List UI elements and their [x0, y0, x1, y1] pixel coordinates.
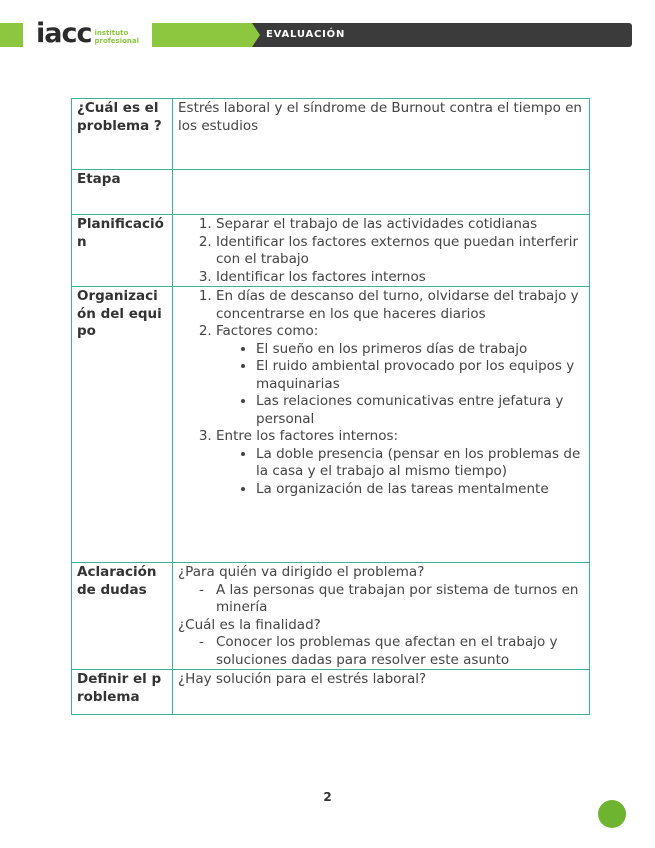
sublist-item: • El sueño en los primeros días de trabajo [256, 341, 584, 359]
list-item-text: En días de descanso del turno, olvidarse del trabajo y concentrarse en los que haceres diarios [216, 288, 579, 322]
header-title: EVALUACIÓN [266, 29, 346, 40]
row-label-clarification: Aclaración de dudas [72, 563, 173, 670]
sublist-item: • La organización de las tareas mentalmente [256, 481, 584, 499]
list-item [216, 288, 584, 323]
row-value-clarification [173, 563, 590, 670]
footer-green-dot [598, 800, 626, 828]
list-item-text: Factores como: [216, 323, 319, 339]
clarification-question-2: ¿Cuál es la finalidad? [178, 616, 321, 633]
list-item: 2. Identificar los factores externos que puedan interferir con el trabajo [216, 234, 584, 269]
clarification-answer-list-2 [178, 634, 584, 669]
sublist-item: • El ruido ambiental provocado por los equipos y maquinarias [256, 358, 584, 393]
internal-factors-sublist [216, 446, 584, 499]
page-number: 2 [323, 790, 332, 804]
list-item [216, 428, 584, 498]
row-value-stage [173, 170, 590, 215]
clarification-question-1: ¿Para quién va dirigido el problema? [178, 564, 425, 580]
logo-wordmark: iacc [36, 18, 92, 49]
list-item: - A las personas que trabajan por sistema de turnos en minería [216, 582, 584, 617]
iacc-logo [36, 20, 139, 47]
row-label-organization: Organización del equipo [72, 287, 173, 563]
row-value-planning [173, 215, 590, 287]
organization-list [178, 288, 584, 498]
logo-subtitle-line2: profesional [94, 37, 140, 45]
table-row [72, 99, 590, 170]
table-row [72, 563, 590, 670]
row-label-problem: ¿Cuál es el problema ? [72, 99, 173, 170]
header-green-bar [152, 23, 254, 47]
row-value-define-problem: ¿Hay solución para el estrés laboral? [173, 670, 590, 715]
row-value-organization [173, 287, 590, 563]
list-item: 1. Separar el trabajo de las actividades cotidianas [216, 216, 584, 234]
row-label-define-problem: Definir el problema [72, 670, 173, 715]
table-row [72, 670, 590, 715]
row-value-problem: Estrés laboral y el síndrome de Burnout contra el tiempo en los estudios [173, 99, 590, 170]
planning-list [178, 216, 584, 286]
evaluation-table [71, 98, 590, 715]
list-item: 3. Identificar los factores internos [216, 269, 584, 287]
clarification-answer-list-1 [178, 582, 584, 617]
sublist-item: • La doble presencia (pensar en los problemas de la casa y el trabajo al mismo tiempo) [256, 446, 584, 481]
factors-sublist [216, 341, 584, 429]
list-item-text: Entre los factores internos: [216, 428, 399, 444]
header-arrow-icon [252, 23, 260, 47]
list-item [216, 323, 584, 428]
sublist-item: • Las relaciones comunicativas entre jefatura y personal [256, 393, 584, 428]
row-label-planning: Planificación [72, 215, 173, 287]
list-item: - Conocer los problemas que afectan en el trabajo y soluciones dadas para resolver este asunto [216, 634, 584, 669]
row-label-stage: Etapa [72, 170, 173, 215]
header-left-green-block [0, 23, 23, 47]
logo-subtitle-line1: instituto [94, 29, 129, 37]
logo-subtitle [94, 29, 139, 45]
table-row [72, 170, 590, 215]
table-row [72, 215, 590, 287]
table-row [72, 287, 590, 563]
